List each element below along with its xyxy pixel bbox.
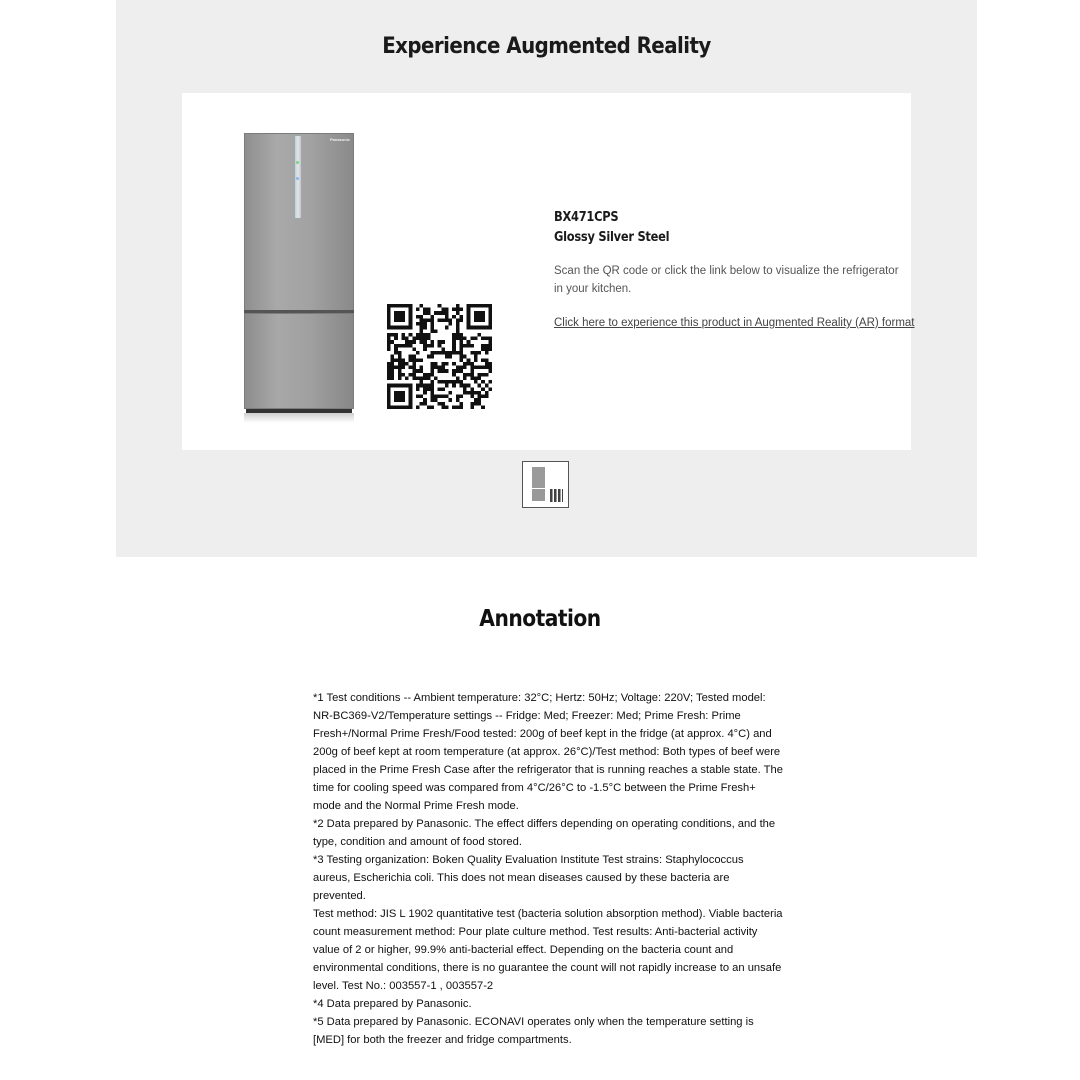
annotation-title: Annotation: [479, 606, 601, 632]
qr-modules: [387, 304, 492, 409]
fridge-lower-door: [244, 313, 354, 409]
annotation-note: *1 Test conditions -- Ambient temperature: 32°C; Hertz: 50Hz; Voltage: 220V; Tested model: NR-BC369-V2/Temperature settings -- Fridge: Med; Freezer: Med; Prime Fresh: Prime Fresh+/Normal Prime Fresh/Food tested: 200g of beef kept in the fridge (at approx. 4°C) and 200g of beef kept at room temperature (at approx. 26°C)/Test method: Both types of beef were placed in the Prime Fresh Case after the refrigerator that is running reaches a stable state. The time for cooling speed was compared from 4°C/26°C to -1.5°C between the Prime Fresh+ mode and the Normal Prime Fresh mode.: [313, 692, 783, 812]
thumbnail-fridge-lower: [532, 489, 545, 501]
fridge-led-blue: [296, 177, 299, 180]
fridge-shadow: [244, 413, 354, 423]
ar-experience-link[interactable]: Click here to experience this product in Augmented Reality (AR) format: [554, 317, 915, 329]
annotation-note: *3 Testing organization: Boken Quality Evaluation Institute Test strains: Staphylococcus aureus, Escherichia coli. This does not mean diseases caused by these bacteria are prevented.: [313, 854, 744, 902]
gallery-thumbnail[interactable]: [522, 461, 569, 508]
product-color-name: Glossy Silver Steel: [554, 230, 670, 245]
annotation-note: Test method: JIS L 1902 quantitative test (bacteria solution absorption method). Viable bacteria count measurement method: Pour plate culture method. Test results: Anti-bacterial activity value of 2 or higher, 99.9% anti-bacterial effect. Depending on the bacteria count and environmental conditions, there is no guarantee the count will not rapidly increase to an unsafe level. Test No.: 003557-1 , 003557-2: [313, 908, 783, 992]
thumbnail-qr: [550, 489, 563, 502]
annotation-note: *4 Data prepared by Panasonic.: [313, 998, 472, 1010]
ar-section-title: Experience Augmented Reality: [382, 34, 711, 59]
product-description: Scan the QR code or click the link below to visualize the refrigerator in your kitchen.: [554, 265, 899, 295]
thumbnail-fridge-upper: [532, 467, 545, 488]
annotation-notes: [313, 689, 783, 1049]
refrigerator-image: [244, 133, 354, 413]
annotation-note: *2 Data prepared by Panasonic. The effect differs depending on operating conditions, and the type, condition and amount of food stored.: [313, 818, 776, 848]
brand-logo: Panasonic: [330, 137, 351, 142]
product-model: BX471CPS: [554, 210, 619, 225]
ar-section: [116, 0, 977, 557]
product-card: [182, 93, 915, 450]
annotation-note: *5 Data prepared by Panasonic. ECONAVI operates only when the temperature setting is [MED] for both the freezer and fridge compartments.: [313, 1016, 754, 1046]
fridge-led-green: [296, 161, 299, 164]
qr-code[interactable]: [387, 304, 492, 409]
